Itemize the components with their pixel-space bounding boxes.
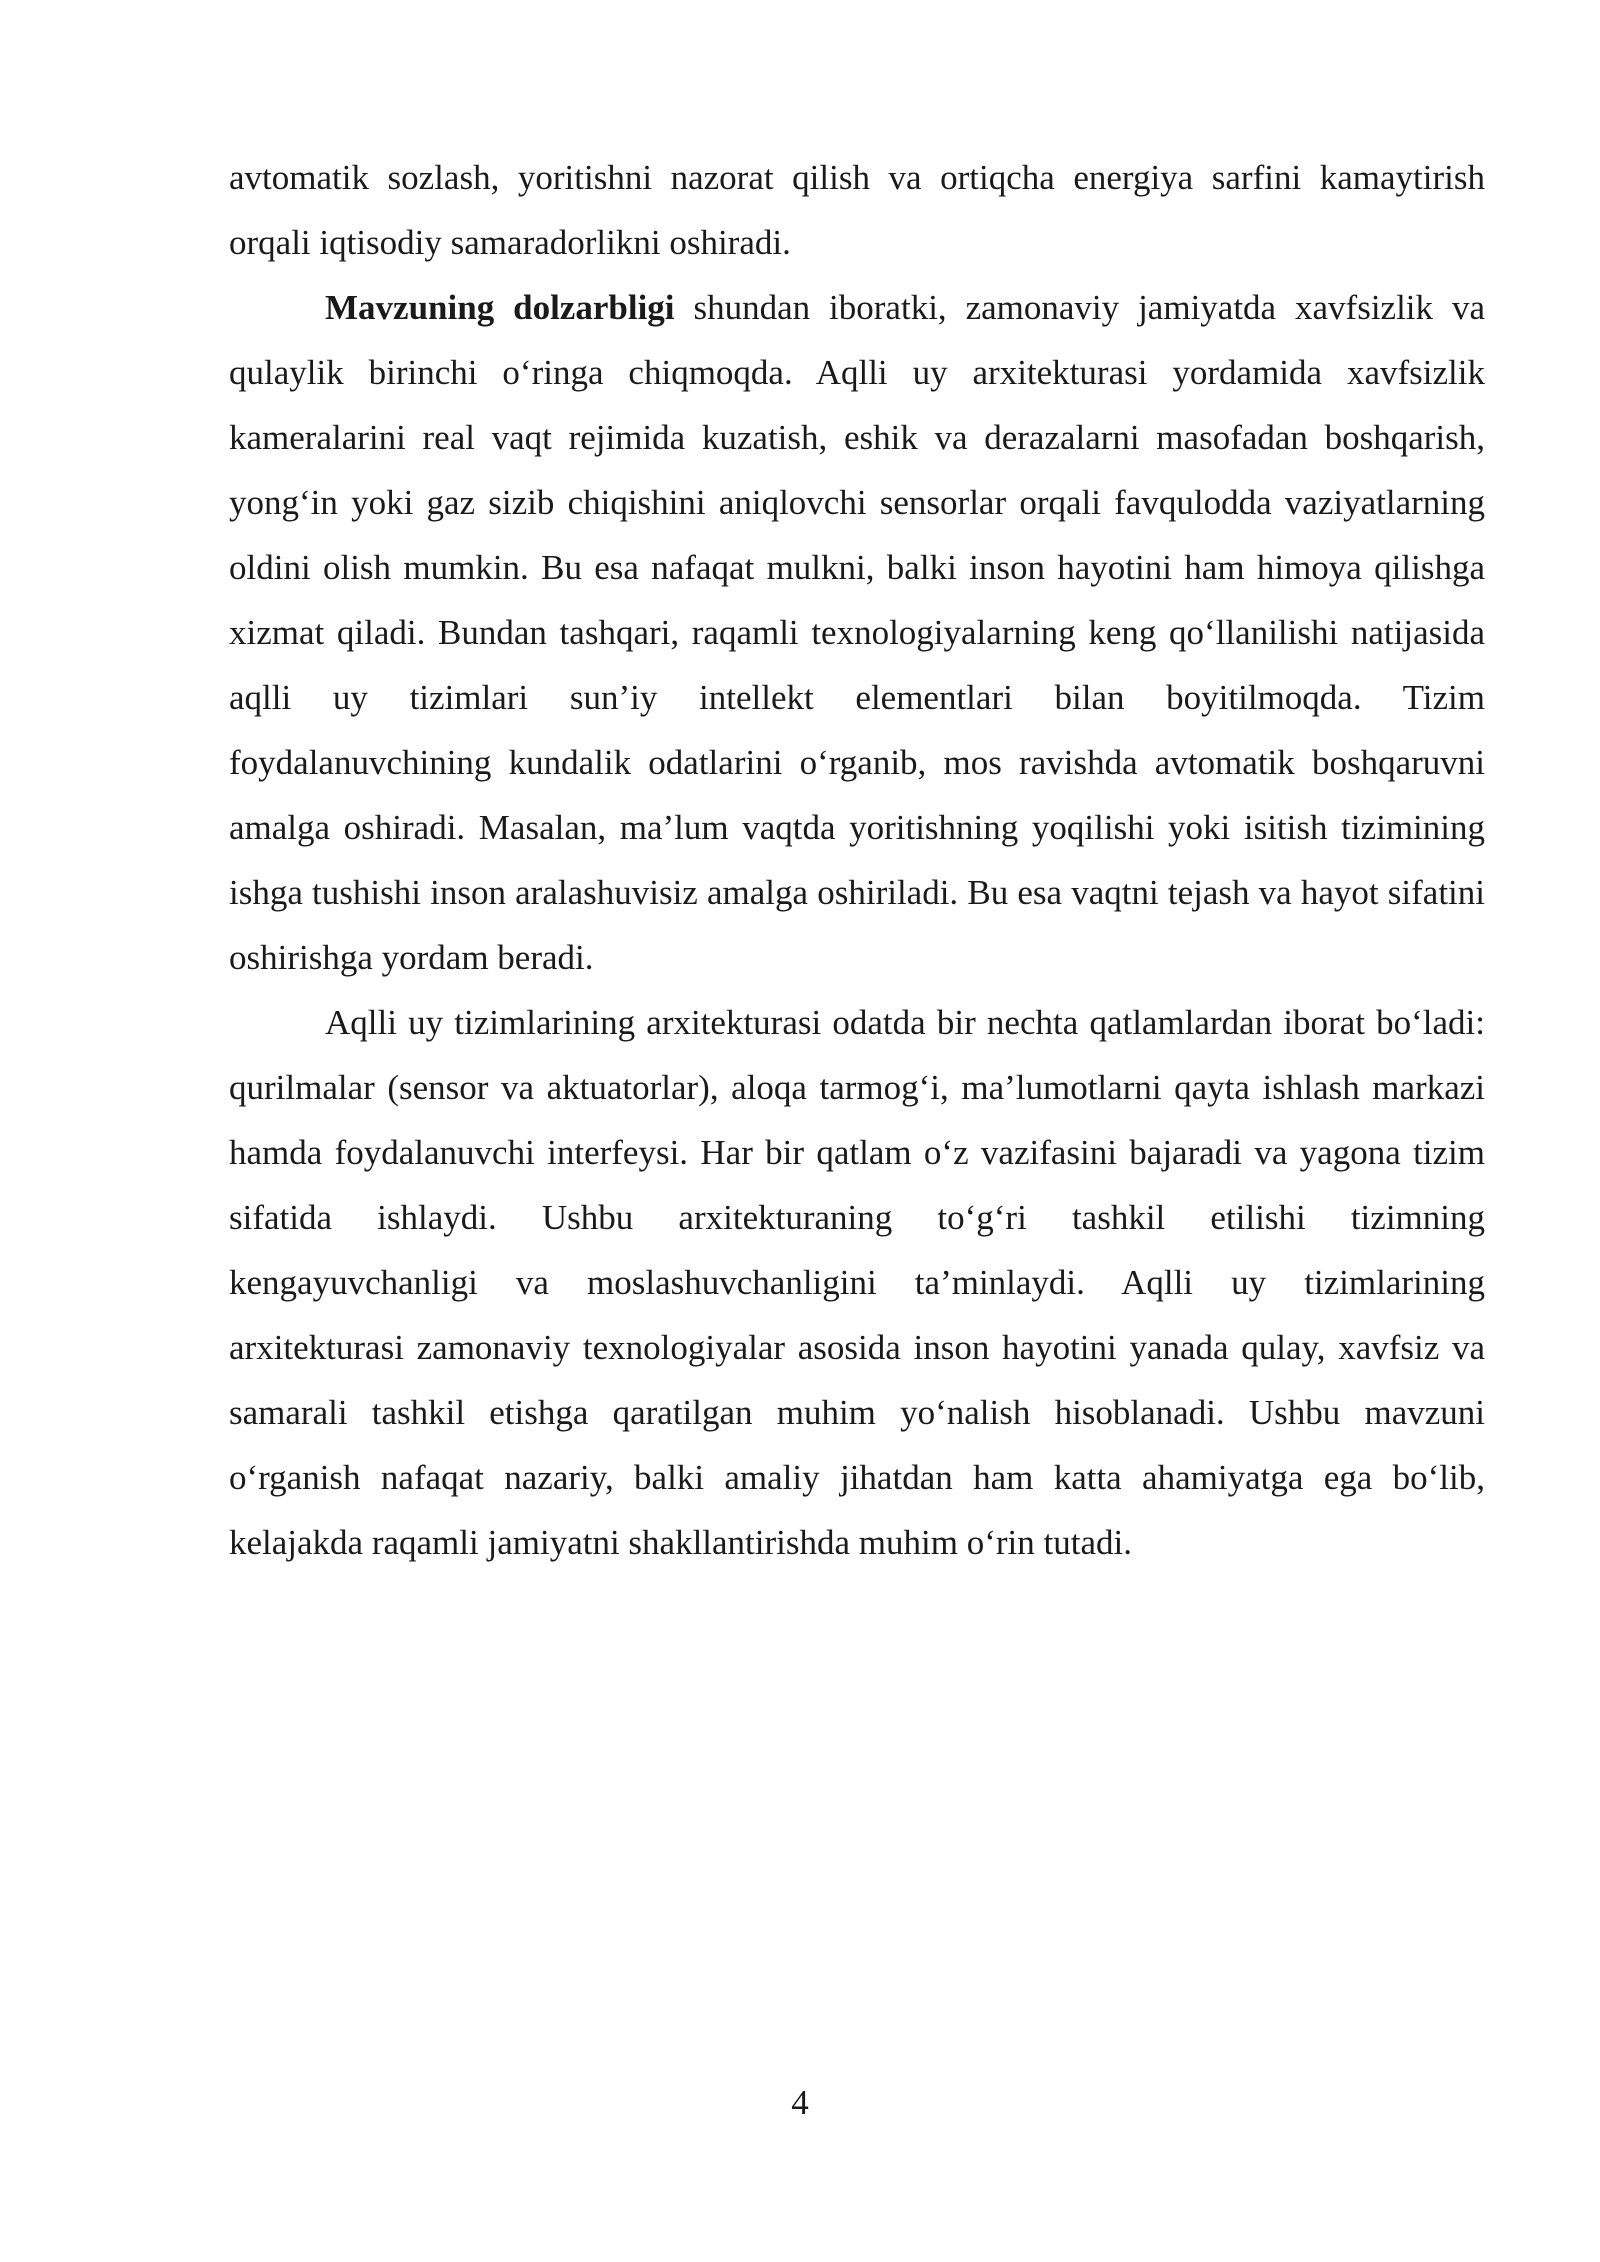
paragraph-topic-relevance <box>229 275 1485 990</box>
page-number: 4 <box>791 2083 809 2122</box>
body-text <box>229 145 1485 1575</box>
paragraph-architecture: Aqlli uy tizimlarining arxitekturasi odatda bir nechta qatlamlardan iborat bo‘ladi: qurilmalar (sensor va aktuatorlar), aloqa tarmog‘i, ma’lumotlarni qayta ishlash markazi hamda foydalanuvchi interfeysi. Har bir qatlam o‘z vazifasini bajaradi va yagona tizim sifatida ishlaydi. Ushbu arxitekturaning to‘g‘ri tashkil etilishi tizimning kengayuvchanligi va moslashuvchanligini ta’minlaydi. Aqlli uy tizimlarining arxitekturasi zamonaviy texnologiyalar asosida inson hayotini yanada qulay, xavfsiz va samarali tashkil etishga qaratilgan muhim yo‘nalish hisoblanadi. Ushbu mavzuni o‘rganish nafaqat nazariy, balki amaliy jihatdan ham katta ahamiyatga ega bo‘lib, kelajakda raqamli jamiyatni shakllantirishda muhim o‘rin tutadi. <box>229 1003 1485 1562</box>
paragraph-body: shundan iboratki, zamonaviy jamiyatda xavfsizlik va qulaylik birinchi o‘ringa chiqmoqda. Aqlli uy arxitekturasi yordamida xavfsizlik kameralarini real vaqt rejimida kuzatish, eshik va derazalarni masofadan boshqarish, yong‘in yoki gaz sizib chiqishini aniqlovchi sensorlar orqali favqulodda vaziyatlarning oldini olish mumkin. Bu esa nafaqat mulkni, balki inson hayotini ham himoya qilishga xizmat qiladi. Bundan tashqari, raqamli texnologiyalarning keng qo‘llanilishi natijasida aqlli uy tizimlari sun’iy intellekt elementlari bilan boyitilmoqda. Tizim foydalanuvchining kundalik odatlarini o‘rganib, mos ravishda avtomatik boshqaruvni amalga oshiradi. Masalan, ma’lum vaqtda yoritishning yoqilishi yoki isitish tizimining ishga tushishi inson aralashuvisiz amalga oshiriladi. Bu esa vaqtni tejash va hayot sifatini oshirishga yordam beradi. <box>229 288 1486 977</box>
bold-lead-phrase: Mavzuning dolzarbligi <box>325 288 675 327</box>
paragraph-continuation: avtomatik sozlash, yoritishni nazorat qilish va ortiqcha energiya sarfini kamaytirish orqali iqtisodiy samaradorlikni oshiradi. <box>229 158 1485 262</box>
